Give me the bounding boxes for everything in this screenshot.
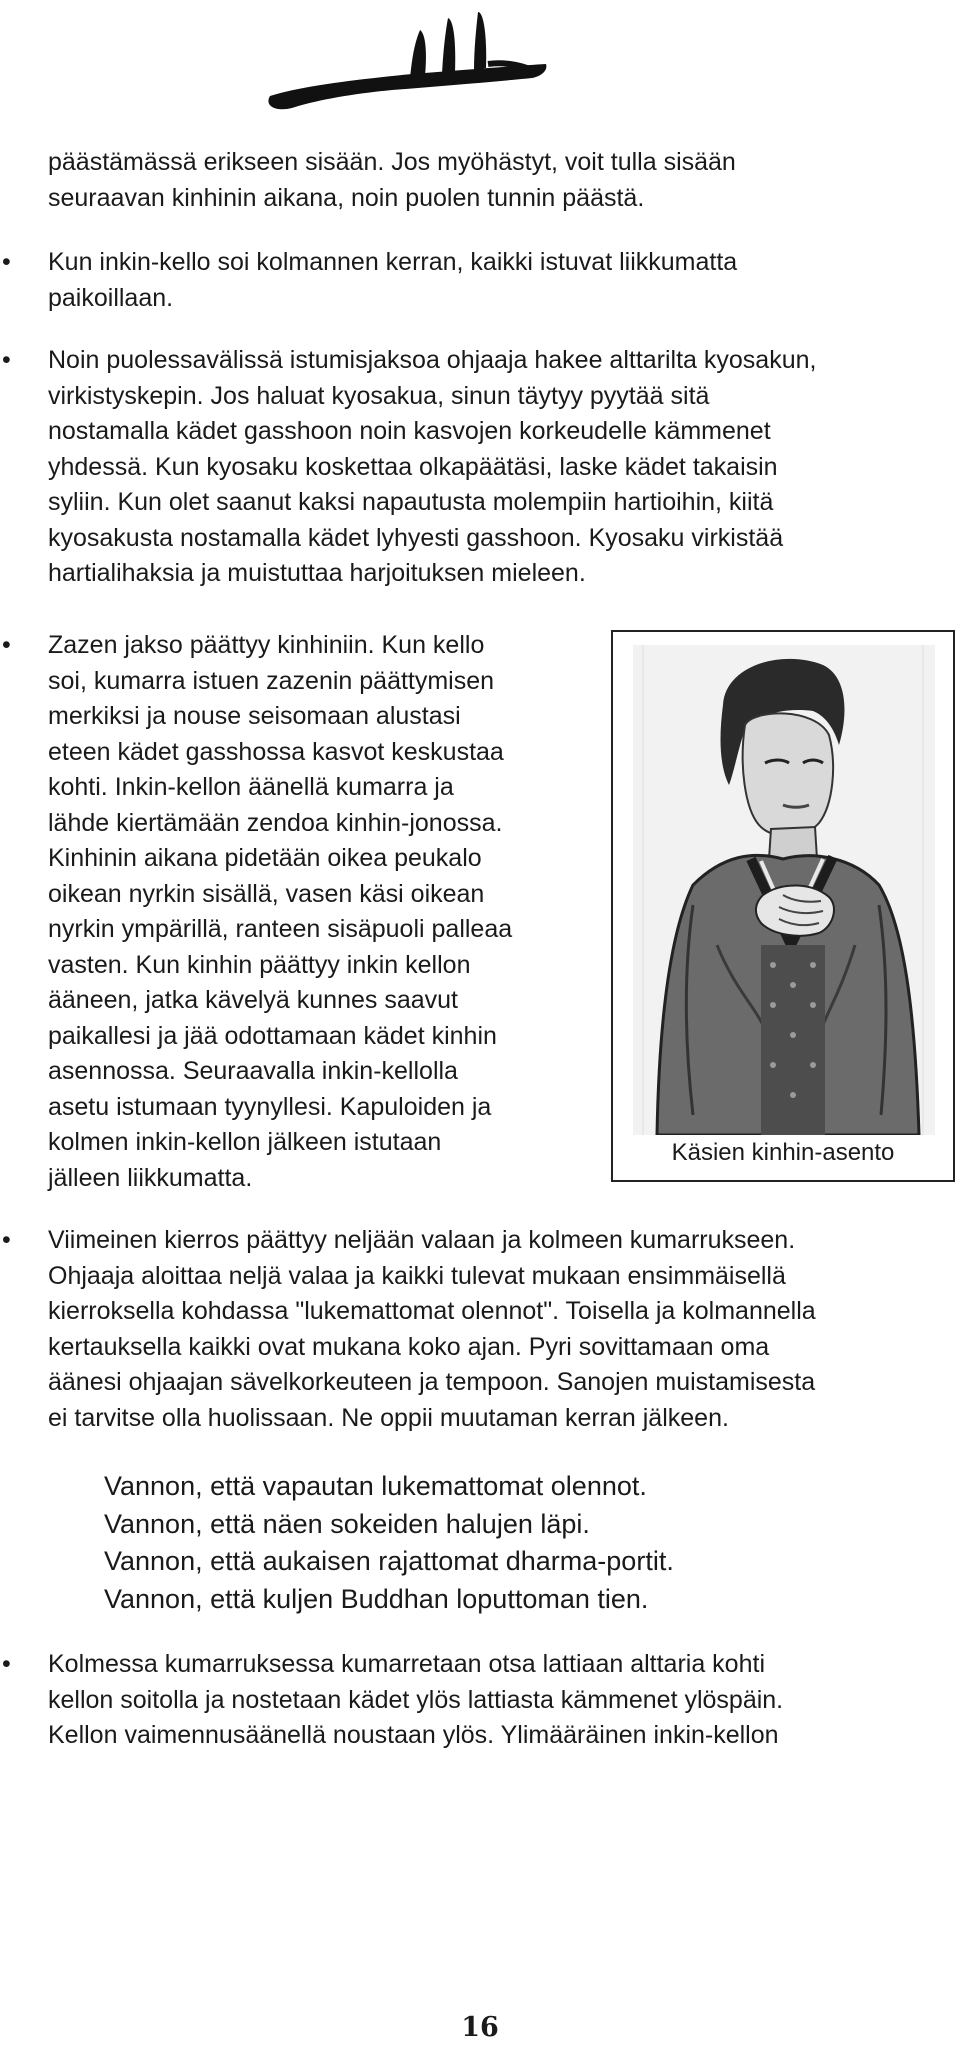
bullet-dot: • (2, 248, 11, 276)
bullet-paragraph: Zazen jakso päättyy kinhiniin. Kun kello soi, kumarra istuen zazenin päättymisen merkiksi ja nouse seisomaan alustasi eteen kädet gasshossa kasvot keskustaa kohti. Inkin-kellon äänellä kumarra ja lähde kiertämään zendoa kinhin-jonossa. Kinhinin aikana pidetään oikea peukalo oikean nyrkin sisällä, vasen käsi oikean nyrkin ympärillä, ranteen sisäpuoli palleaa vasten. Kun kinhin päättyy inkin kellon ääneen, jatka kävelyä kunnes saavut paikallesi ja jää odottamaan kädet kinhin asennossa. Seuraavalla inkin-kellolla asetu istumaan tyynyllesi. Kapuloiden ja kolmen inkin-kellon jälkeen istutaan jälleen liikkumatta. (48, 631, 513, 1192)
vow-line: Vannon, että näen sokeiden halujen läpi. (104, 1508, 590, 1539)
bullet-paragraph: Noin puolessavälissä istumisjaksoa ohjaaja hakee alttarilta kyosakun, virkistyskepin. Jos haluat kyosakua, sinun täytyy pyytää sitä nostamalla kädet gasshoon noin kasvojen korkeudelle kämmenet yhdessä. Kun kyosaku koskettaa olkapäätäsi, laske kädet takaisin syliin. Kun olet saanut kaksi napautusta molempiin hartioihin, kiitä kyosakusta nostamalla kädet lyhyesti gasshoon. Kyosaku virkistää hartialihaksia ja muistuttaa harjoituksen mieleen. (48, 346, 817, 587)
brush-calligraphy-logo-icon (262, 4, 552, 114)
paragraph-continuation: päästämässä erikseen sisään. Jos myöhästyt, voit tulla sisään seuraavan kinhinin aikana, noin puolen tunnin päästä. (48, 148, 736, 212)
person-kinhin-posture-illustration-icon (633, 645, 935, 1135)
page-number: 16 (461, 2012, 499, 2043)
figure-box (611, 630, 955, 1182)
vow-line: Vannon, että aukaisen rajattomat dharma-portit. (104, 1546, 674, 1576)
bullet-dot: • (2, 1226, 11, 1254)
bullet-paragraph: Viimeinen kierros päättyy neljään valaan ja kolmeen kumarrukseen. Ohjaaja aloittaa neljä valaa ja kaikki tulevat mukaan ensimmäisellä kierroksella kohdassa "lukemattomat olennot". Toisella ja kolmannella kertauksella kaikki ovat mukana koko ajan. Pyri sovittamaan oma äänesi ohjaajan sävelkorkeuteen ja tempoon. Sanojen muistamisesta ei tarvitse olla huolissaan. Ne oppii muutaman kerran jälkeen. (48, 1226, 816, 1432)
figure-caption: Käsien kinhin-asento (671, 1139, 895, 1166)
bullet-paragraph: Kolmessa kumarruksessa kumarretaan otsa lattiaan alttaria kohti kellon soitolla ja nostetaan kädet ylös lattiasta kämmenet ylöspäin. Kellon vaimennusäänellä noustaan ylös. Ylimääräinen inkin-kellon (48, 1650, 784, 1749)
bullet-paragraph: Kun inkin-kello soi kolmannen kerran, kaikki istuvat liikkumatta paikoillaan. (48, 248, 738, 312)
bullet-dot: • (2, 631, 11, 659)
bullet-dot: • (2, 1650, 11, 1678)
vows-block (104, 1468, 674, 1618)
vow-line: Vannon, että kuljen Buddhan loputtoman tien. (104, 1583, 649, 1614)
vow-line: Vannon, että vapautan lukemattomat olennot. (104, 1471, 647, 1501)
bullet-dot: • (2, 346, 11, 374)
